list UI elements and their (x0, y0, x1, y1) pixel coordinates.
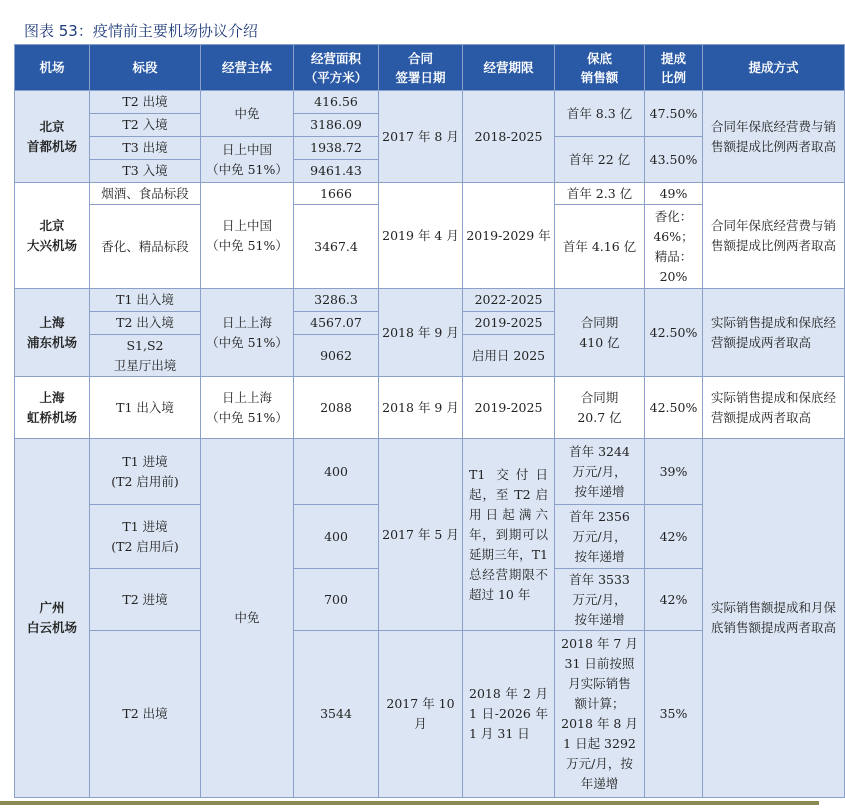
header-airport: 机场 (15, 45, 90, 91)
sign-date-cell: 2018 年 9 月 (379, 377, 463, 439)
section-cell: T1 出入境 (90, 377, 201, 439)
table-row (15, 439, 845, 505)
area-cell: 3467.4 (294, 205, 379, 289)
area-cell: 4567.07 (294, 312, 379, 335)
airport-name: 广州 白云机场 (15, 439, 90, 798)
section-cell: T2 出境 (90, 631, 201, 798)
header-section: 标段 (90, 45, 201, 91)
area-cell: 3186.09 (294, 114, 379, 137)
operator-cell: 中免 (201, 91, 294, 137)
table-row (15, 377, 845, 439)
airport-agreement-table (14, 44, 845, 798)
header-area: 经营面积 （平方米） (294, 45, 379, 91)
method-cell: 实际销售提成和保底经营额提成两者取高 (703, 289, 845, 377)
area-cell: 1666 (294, 183, 379, 205)
sign-date-cell: 2017 年 8 月 (379, 91, 463, 183)
method-cell: 合同年保底经营费与销售额提成比例两者取高 (703, 183, 845, 289)
table-row (15, 289, 845, 312)
area-cell: 400 (294, 505, 379, 569)
area-cell: 3544 (294, 631, 379, 798)
term-cell: 2018-2025 (463, 91, 555, 183)
guarantee-cell: 合同期 410 亿 (555, 289, 645, 377)
guarantee-cell: 首年 8.3 亿 (555, 91, 645, 137)
sign-date-cell: 2017 年 10 月 (379, 631, 463, 798)
area-cell: 2088 (294, 377, 379, 439)
term-cell: 2019-2029 年 (463, 183, 555, 289)
section-cell: T2 出入境 (90, 312, 201, 335)
header-row (15, 45, 845, 91)
area-cell: 3286.3 (294, 289, 379, 312)
rate-cell: 47.50% (645, 91, 703, 137)
guarantee-cell: 首年 4.16 亿 (555, 205, 645, 289)
table-row (15, 91, 845, 114)
rate-cell: 35% (645, 631, 703, 798)
term-cell: 启用日 2025 (463, 335, 555, 377)
term-cell: 2019-2025 (463, 312, 555, 335)
guarantee-cell: 首年 3244 万元/月， 按年递增 (555, 439, 645, 505)
sign-date-cell: 2017 年 5 月 (379, 439, 463, 631)
rate-cell: 43.50% (645, 137, 703, 183)
section-cell: T1 出入境 (90, 289, 201, 312)
airport-name: 北京 首都机场 (15, 91, 90, 183)
footer-divider (0, 801, 819, 805)
rate-cell: 42.50% (645, 377, 703, 439)
section-cell: T1 进境 (T2 启用后) (90, 505, 201, 569)
rate-cell: 42.50% (645, 289, 703, 377)
header-guarantee: 保底 销售额 (555, 45, 645, 91)
area-cell: 9062 (294, 335, 379, 377)
section-cell: 烟酒、食品标段 (90, 183, 201, 205)
method-cell: 合同年保底经营费与销售额提成比例两者取高 (703, 91, 845, 183)
term-cell: 2018 年 2 月 1 日-2026 年 1 月 31 日 (463, 631, 555, 798)
area-cell: 1938.72 (294, 137, 379, 160)
section-cell: T2 进境 (90, 569, 201, 631)
operator-cell: 日上中国 （中免 51%） (201, 137, 294, 183)
section-cell: T1 进境 (T2 启用前) (90, 439, 201, 505)
operator-cell: 日上中国 （中免 51%） (201, 183, 294, 289)
area-cell: 400 (294, 439, 379, 505)
airport-name: 上海 虹桥机场 (15, 377, 90, 439)
rate-cell: 42% (645, 569, 703, 631)
section-cell: T2 出境 (90, 91, 201, 114)
header-operator: 经营主体 (201, 45, 294, 91)
area-cell: 700 (294, 569, 379, 631)
term-cell: 2019-2025 (463, 377, 555, 439)
header-rate: 提成 比例 (645, 45, 703, 91)
rate-cell: 42% (645, 505, 703, 569)
guarantee-cell: 合同期 20.7 亿 (555, 377, 645, 439)
rate-cell: 49% (645, 183, 703, 205)
section-cell: T2 入境 (90, 114, 201, 137)
airport-name: 北京 大兴机场 (15, 183, 90, 289)
sign-date-cell: 2018 年 9 月 (379, 289, 463, 377)
sign-date-cell: 2019 年 4 月 (379, 183, 463, 289)
guarantee-cell: 首年 22 亿 (555, 137, 645, 183)
section-cell: T3 出境 (90, 137, 201, 160)
header-sign-date: 合同 签署日期 (379, 45, 463, 91)
header-term: 经营期限 (463, 45, 555, 91)
operator-cell: 日上上海 （中免 51%） (201, 377, 294, 439)
method-cell: 实际销售额提成和月保底销售额提成两者取高 (703, 439, 845, 798)
table-row (15, 183, 845, 205)
area-cell: 416.56 (294, 91, 379, 114)
rate-cell: 香化： 46%； 精品： 20% (645, 205, 703, 289)
section-cell: T3 入境 (90, 160, 201, 183)
figure-title: 图表 53：疫情前主要机场协议介绍 (24, 22, 258, 40)
guarantee-cell: 首年 2356 万元/月， 按年递增 (555, 505, 645, 569)
guarantee-cell: 首年 2.3 亿 (555, 183, 645, 205)
term-cell: 2022-2025 (463, 289, 555, 312)
operator-cell: 中免 (201, 439, 294, 798)
term-cell: T1 交付日起，至 T2 启用日起满六年，到期可以延期三年，T1 总经营期限不超过 10 年 (463, 439, 555, 631)
area-cell: 9461.43 (294, 160, 379, 183)
section-cell: 香化、精品标段 (90, 205, 201, 289)
operator-cell: 日上上海 （中免 51%） (201, 289, 294, 377)
airport-name: 上海 浦东机场 (15, 289, 90, 377)
guarantee-cell: 2018 年 7 月 31 日前按照 月实际销售 额计算； 2018 年 8 月 1 日起 3292 万元/月，按 年递增 (555, 631, 645, 798)
rate-cell: 39% (645, 439, 703, 505)
guarantee-cell: 首年 3533 万元/月， 按年递增 (555, 569, 645, 631)
section-cell: S1,S2 卫星厅出境 (90, 335, 201, 377)
header-method: 提成方式 (703, 45, 845, 91)
method-cell: 实际销售提成和保底经营额提成两者取高 (703, 377, 845, 439)
